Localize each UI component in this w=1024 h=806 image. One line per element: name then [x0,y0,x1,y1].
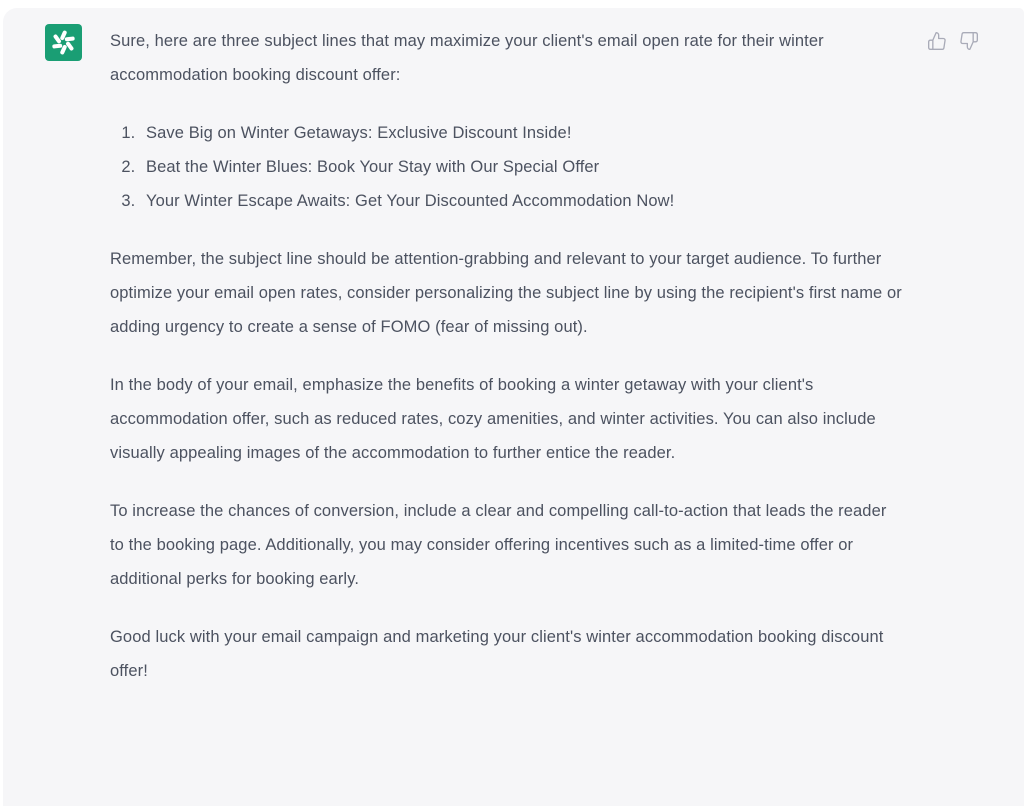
subject-line-item: 3. Your Winter Escape Awaits: Get Your Discounted Accommodation Now! [140,184,904,218]
assistant-avatar [45,24,82,61]
message-feedback-actions [926,30,980,52]
subject-line-item: 1. Save Big on Winter Getaways: Exclusive Discount Inside! [140,116,904,150]
thumbs-up-button[interactable] [926,30,948,52]
thumbs-down-button[interactable] [958,30,980,52]
thumbs-down-icon [959,31,979,51]
assistant-message-panel [3,8,1024,806]
message-content [110,24,904,688]
openai-logo-icon [50,29,77,56]
body-paragraph: In the body of your email, emphasize the benefits of booking a winter getaway with your client's accommodation offer, such as reduced rates, cozy amenities, and winter activities. You can also include visually appealing images of the accommodation to further entice the reader. [110,376,876,462]
body-paragraph: To increase the chances of conversion, include a clear and compelling call-to-action that leads the reader to the booking page. Additionally, you may consider offering incentives such as a limited-time offer or additional perks for booking early. [110,502,887,588]
subject-lines-list [110,116,904,218]
intro-paragraph: Sure, here are three subject lines that may maximize your client's email open rate for their winter accommodation booking discount offer: [110,32,824,84]
closing-paragraph: Good luck with your email campaign and marketing your client's winter accommodation booking discount offer! [110,628,884,680]
subject-line-item: 2. Beat the Winter Blues: Book Your Stay with Our Special Offer [140,150,904,184]
thumbs-up-icon [927,31,947,51]
body-paragraph: Remember, the subject line should be attention-grabbing and relevant to your target audience. To further optimize your email open rates, consider personalizing the subject line by using the recipient's first name or adding urgency to create a sense of FOMO (fear of missing out). [110,250,902,336]
assistant-message [3,8,1024,708]
